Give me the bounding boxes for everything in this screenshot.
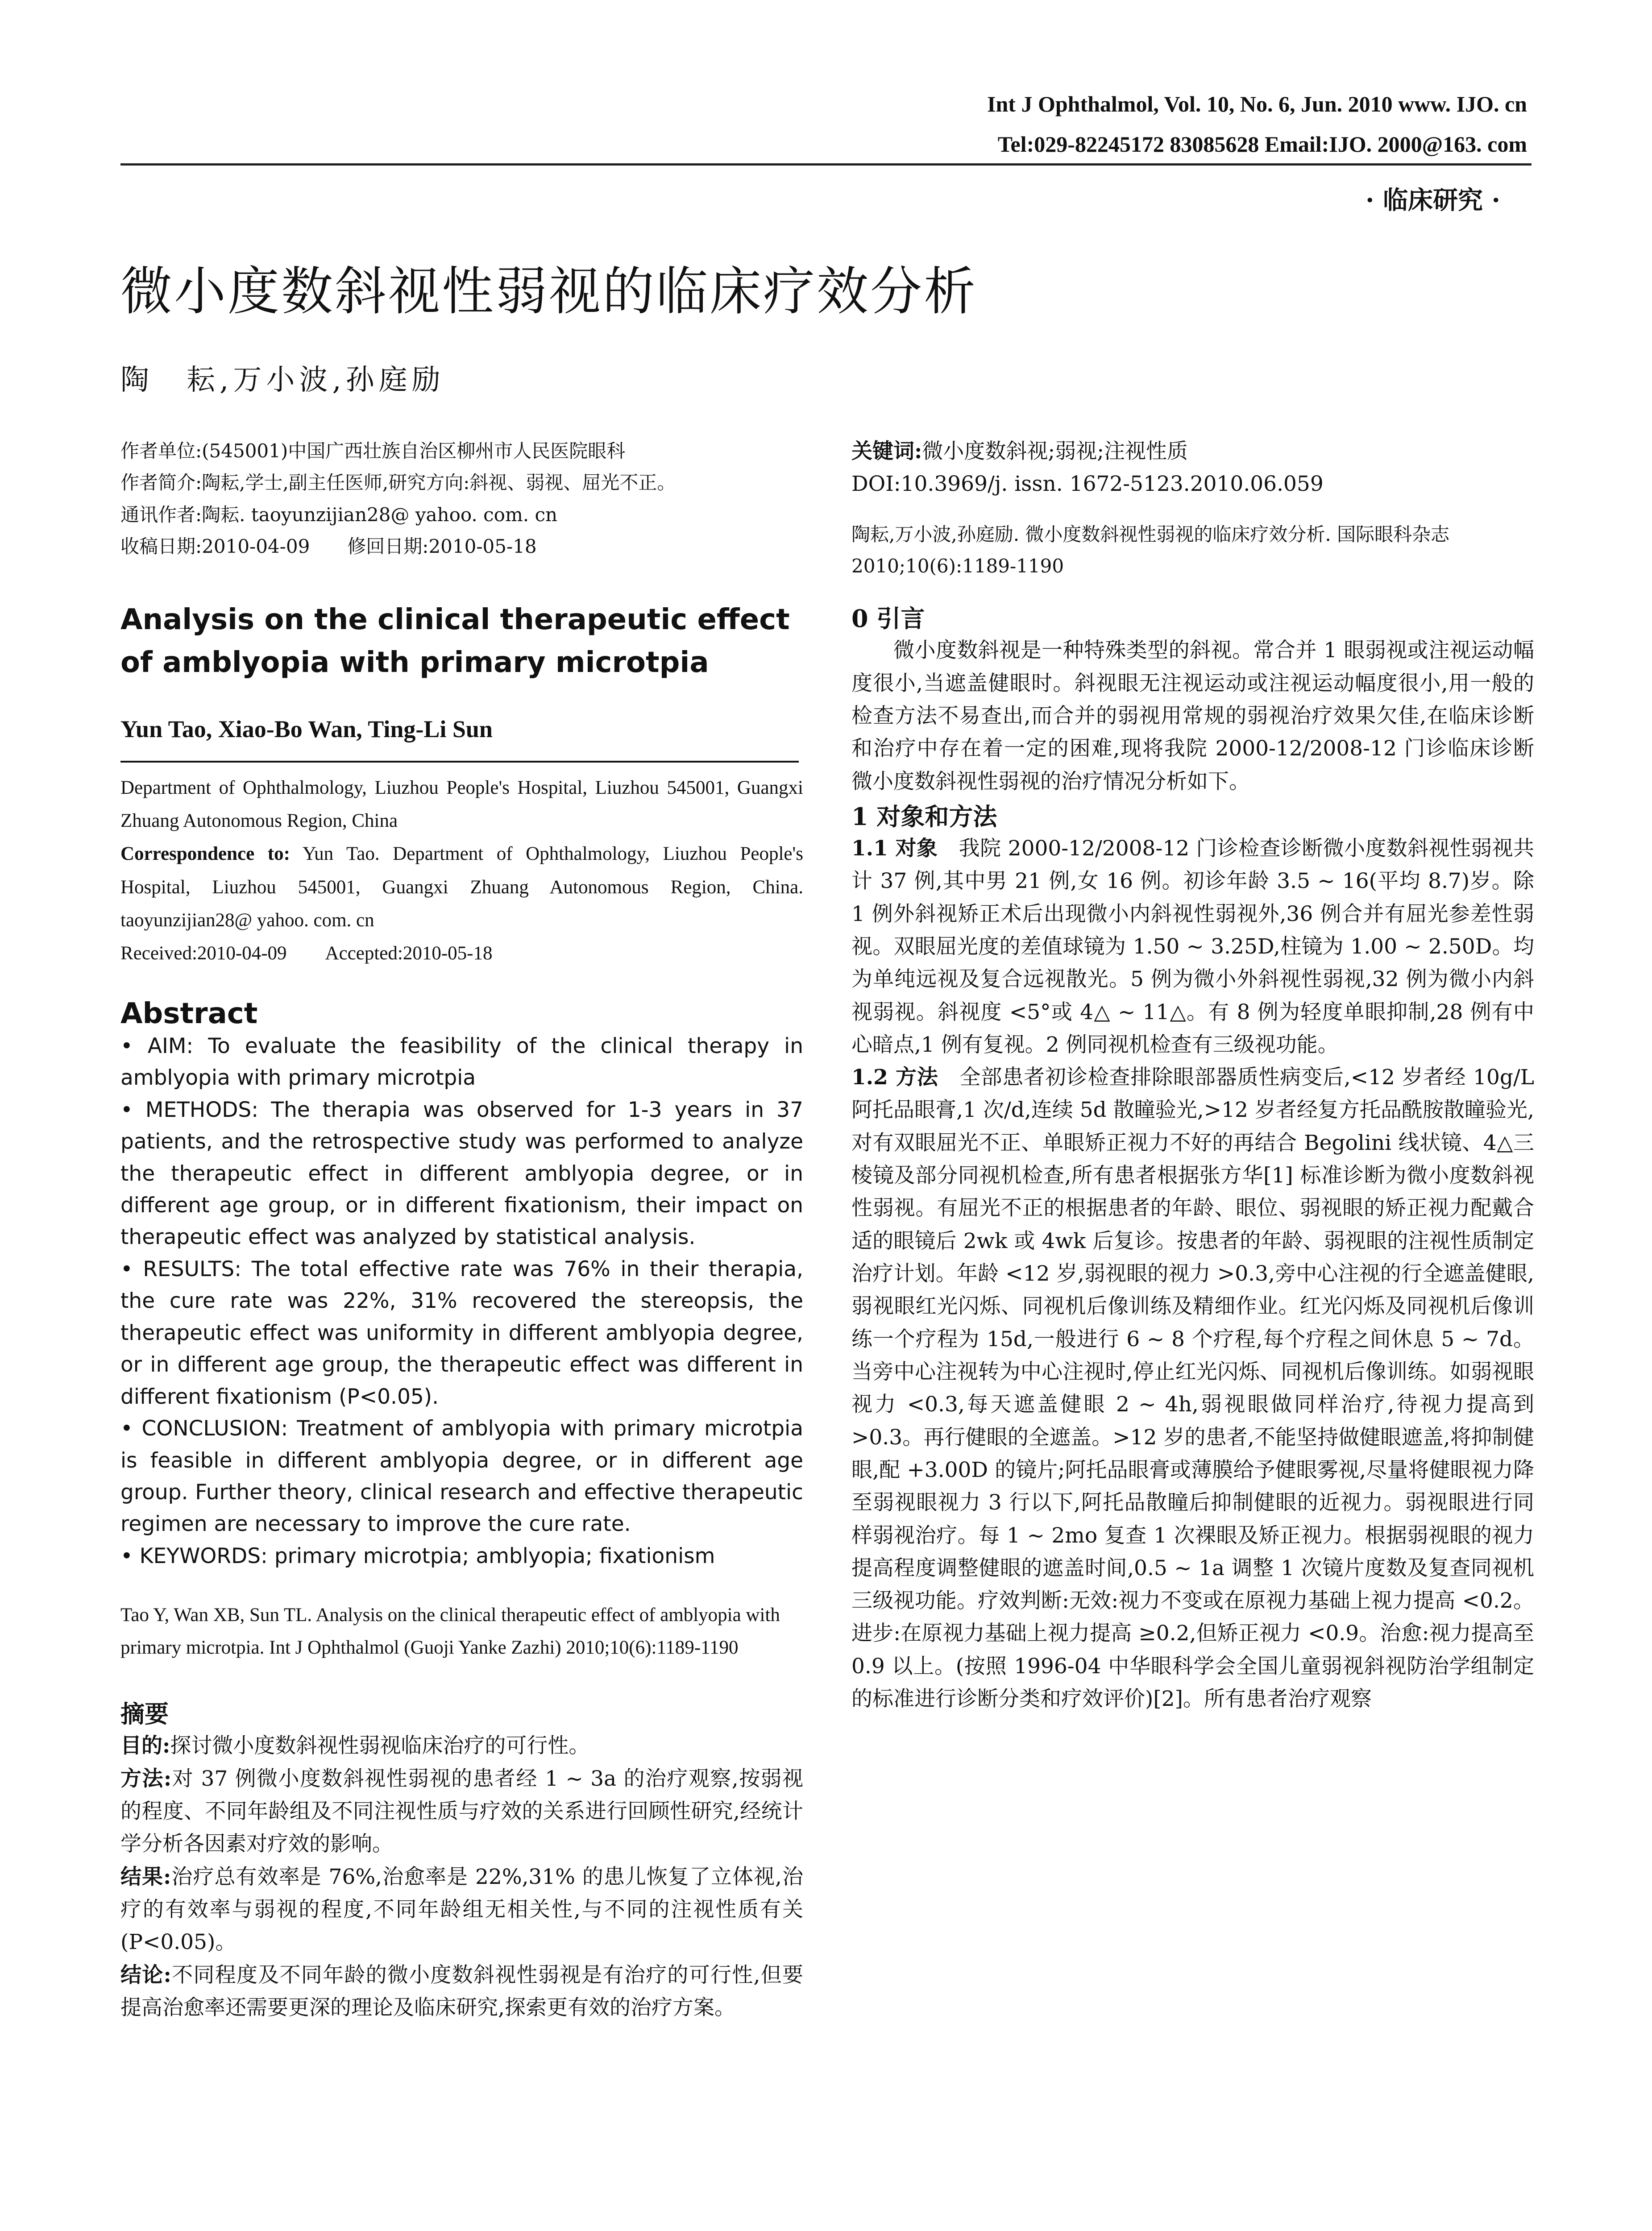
abstract-heading: Abstract: [120, 997, 258, 1030]
abstract-methods: [120, 1094, 803, 1253]
results-label: • RESULTS:: [120, 1256, 242, 1281]
aim-cn-label: 目的:: [120, 1733, 170, 1758]
aim-label: • AIM:: [120, 1033, 194, 1058]
authors-en: Yun Tao, Xiao-Bo Wan, Ting-Li Sun: [120, 715, 493, 742]
aim-cn-text: 探讨微小度数斜视性弱视临床治疗的可行性。: [170, 1733, 590, 1758]
conclusion-cn-text: 不同程度及不同年龄的微小度数斜视性弱视是有治疗的可行性,但要提高治愈率还需要更深的理论及临床研究,探索更有效的治疗方案。: [120, 1962, 803, 2020]
conclusion-cn-label: 结论:: [120, 1962, 171, 1987]
keywords-cn-label: 关键词:: [851, 439, 922, 464]
affiliation-en: [120, 771, 803, 970]
abstract-cn-methods: [120, 1762, 803, 1861]
subsection-1-1: [851, 832, 1534, 1061]
received-dates: Received:2010-04-09 Accepted:2010-05-18: [120, 943, 493, 964]
aim-text: To evaluate the feasibility of the clinical therapy in amblyopia with primary microtpia: [120, 1033, 804, 1091]
results-cn-text: 治疗总有效率是 76%,治愈率是 22%,31% 的患儿恢复了立体视,治疗的有效率与弱视的程度,不同年龄组无相关性,与不同的注视性质有关(P<0.05)。: [120, 1864, 803, 1955]
methods-cn-text: 对 37 例微小度数斜视性弱视的患者经 1 ~ 3a 的治疗观察,按弱视的程度、不同年龄组及不同注视性质与疗效的关系进行回顾性研究,经统计学分析各因素对疗效的影响。: [120, 1766, 803, 1857]
keywords-text: primary microtpia; amblyopia; fixationism: [267, 1543, 715, 1568]
citation-cn: 陶耘,万小波,孙庭励. 微小度数斜视性弱视的临床疗效分析. 国际眼科杂志 2010;10(6):1189-1190: [851, 523, 1450, 577]
author-intro: 作者简介:陶耘,学士,副主任医师,研究方向:斜视、弱视、屈光不正。: [120, 472, 676, 494]
author-corr: 通讯作者:陶耘. taoyunzijian28@ yahoo. com. cn: [120, 503, 558, 526]
title-cn: 微小度数斜视性弱视的临床疗效分析: [120, 261, 977, 322]
subsection-1-1-label: 1.1 对象: [851, 836, 938, 861]
journal-header-line2: Tel:029-82245172 83085628 Email:IJO. 2000@163. com: [997, 132, 1527, 157]
subsection-1-2: [851, 1061, 1534, 1715]
authors-cn: 陶 耘,万小波,孙庭励: [120, 364, 445, 397]
abstract-results: [120, 1253, 803, 1413]
correspondence-label: Correspondence to:: [120, 843, 290, 865]
methods-label: • METHODS:: [120, 1097, 259, 1122]
intro-text: 微小度数斜视是一种特殊类型的斜视。常合并 1 眼弱视或注视运动幅度很小,当遮盖健眼时。斜视眼无注视运动或注视运动幅度很小,用一般的检查方法不易查出,而合并的弱视用常规的弱视治疗效果欠佳,在临床诊断和治疗中存在着一定的困难,现将我院 2000-12/2008-12 门诊临床诊断微小度数斜视性弱视的治疗情况分析如下。: [851, 638, 1534, 794]
correspondence-text: Yun Tao. Department of Ophthalmology, Liuzhou People's Hospital, Liuzhou 545001, Guangxi Zhuang Autonomous Region, China. taoyunzijian28@ yahoo. com. cn: [120, 843, 803, 931]
header-rule: [120, 163, 1532, 166]
doi: DOI:10.3969/j. issn. 1672-5123.2010.06.059: [851, 472, 1324, 497]
abstract-keywords: [120, 1540, 803, 1572]
keywords-label: • KEYWORDS:: [120, 1543, 268, 1568]
results-text: The total effective rate was 76% in their therapia, the cure rate was 22%, 31% recovered the stereopsis, the therapeutic effect was uniformity in different amblyopia degree, or in different age group, the therapeutic effect was different in different fixationism (P<0.05).: [120, 1256, 804, 1409]
keywords-cn: [851, 435, 1534, 468]
citation-en: Tao Y, Wan XB, Sun TL. Analysis on the clinical therapeutic effect of amblyopia with primary microtpia. Int J Ophthalmol (Guoji Yanke Zazhi) 2010;10(6):1189-1190: [120, 1605, 780, 1659]
author-info: [120, 435, 803, 563]
subsection-1-2-text: 全部患者初诊检查排除眼部器质性病变后,<12 岁者经 10g/L 阿托品眼膏,1 次/d,连续 5d 散瞳验光,>12 岁者经复方托品酰胺散瞳验光,对有双眼屈光不正、单眼矫正视力不好的再结合 Begolini 线状镜、4△三棱镜及部分同视机检查,所有患者根据张方华[1] 标准诊断为微小度数斜视性弱视。有屈光不正的根据患者的年龄、眼位、弱视眼的矫正视力配戴合适的眼镜后 2wk 或 4wk 后复诊。按患者的年龄、弱视眼的注视性质制定治疗计划。年龄 <12 岁,弱视眼的视力 >0.3,旁中心注视的行全遮盖健眼,弱视眼红光闪烁、同视机后像训练及精细作业。红光闪烁及同视机后像训练一个疗程为 15d,一般进行 6 ~ 8 个疗程,每个疗程之间休息 5 ~ 7d。当旁中心注视转为中心注视时,停止红光闪烁、同视机后像训练。如弱视眼视力 <0.3,每天遮盖健眼 2 ~ 4h,弱视眼做同样治疗,待视力提高到 >0.3。再行健眼的全遮盖。>12 岁的患者,不能坚持做健眼遮盖,将抑制健眼,配 +3.00D 的镜片;阿托品眼膏或薄膜给予健眼雾视,尽量将健眼视力降至弱视眼视力 3 行以下,阿托品散瞳后抑制健眼的近视力。弱视眼进行同样弱视治疗。每 1 ~ 2mo 复查 1 次裸眼及矫正视力。根据弱视眼的视力提高程度调整健眼的遮盖时间,0.5 ~ 1a 调整 1 次镜片度数及复查同视机三级视功能。疗效判断:无效:视力不变或在原视力基础上视力提高 <0.2。进步:在原视力基础上视力提高 ≥0.2,但矫正视力 <0.9。治愈:视力提高至 0.9 以上。(按照 1996-04 中华眼科学会全国儿童弱视斜视防治学组制定的标准进行诊断分类和疗效评价)[2]。所有患者治疗观察: [851, 1065, 1534, 1712]
methods-cn-label: 方法:: [120, 1766, 172, 1791]
abstract-cn-aim: [120, 1729, 803, 1762]
affiliation-dept: Department of Ophthalmology, Liuzhou People's Hospital, Liuzhou 545001, Guangxi Zhuang Autonomous Region, China: [120, 777, 803, 831]
left-column: [120, 435, 803, 2024]
conclusion-text: Treatment of amblyopia with primary microtpia is feasible in different amblyopia degree, or in different age group. Further theory, clinical research and effective therapeutic regimen are necessary to improve the cure rate.: [120, 1416, 803, 1537]
author-unit: 作者单位:(545001)中国广西壮族自治区柳州市人民医院眼科: [120, 440, 626, 462]
results-cn-label: 结果:: [120, 1864, 171, 1889]
abstract-cn-conclusion: [120, 1959, 803, 2024]
abstract-cn-results: [120, 1861, 803, 1959]
subsection-1-2-label: 1.2 方法: [851, 1065, 938, 1090]
keywords-cn-text: 微小度数斜视;弱视;注视性质: [922, 439, 1188, 464]
abstract-aim: [120, 1030, 803, 1094]
right-column: [851, 435, 1534, 1715]
author-dates: 收稿日期:2010-04-09 修回日期:2010-05-18: [120, 535, 537, 558]
conclusion-label: • CONCLUSION:: [120, 1416, 288, 1441]
abstract-conclusion: [120, 1413, 803, 1540]
abstract-cn-heading: 摘要: [120, 1700, 169, 1729]
correspondence: [120, 838, 803, 937]
section-tag: · 临床研究 ·: [1366, 186, 1500, 215]
methods-text: The therapia was observed for 1-3 years in 37 patients, and the retrospective study was performed to analyze the therapeutic effect in different amblyopia degree, or in different age group, or in different fixationism, their impact on therapeutic effect was analyzed by statistical analysis.: [120, 1097, 803, 1250]
journal-header-line1: Int J Ophthalmol, Vol. 10, No. 6, Jun. 2010 www. IJO. cn: [987, 91, 1527, 116]
title-en: Analysis on the clinical therapeutic effect of amblyopia with primary microtpia: [120, 603, 790, 679]
methods-section-heading: 1 对象和方法: [851, 802, 997, 831]
intro-heading: 0 引言: [851, 604, 925, 633]
subsection-1-1-text: 我院 2000-12/2008-12 门诊检查诊断微小度数斜视性弱视共计 37 例,其中男 21 例,女 16 例。初诊年龄 3.5 ~ 16(平均 8.7)岁。除 1 例外斜视矫正术后出现微小内斜视性弱视外,36 例合并有屈光参差性弱视。双眼屈光度的差值球镜为 1.50 ~ 3.25D,柱镜为 1.00 ~ 2.50D。均为单纯远视及复合远视散光。5 例为微小外斜视性弱视,32 例为微小内斜视弱视。斜视度 <5°或 4△ ~ 11△。有 8 例为轻度单眼抑制,28 例有中心暗点,1 例有复视。2 例同视机检查有三级视功能。: [851, 836, 1534, 1057]
